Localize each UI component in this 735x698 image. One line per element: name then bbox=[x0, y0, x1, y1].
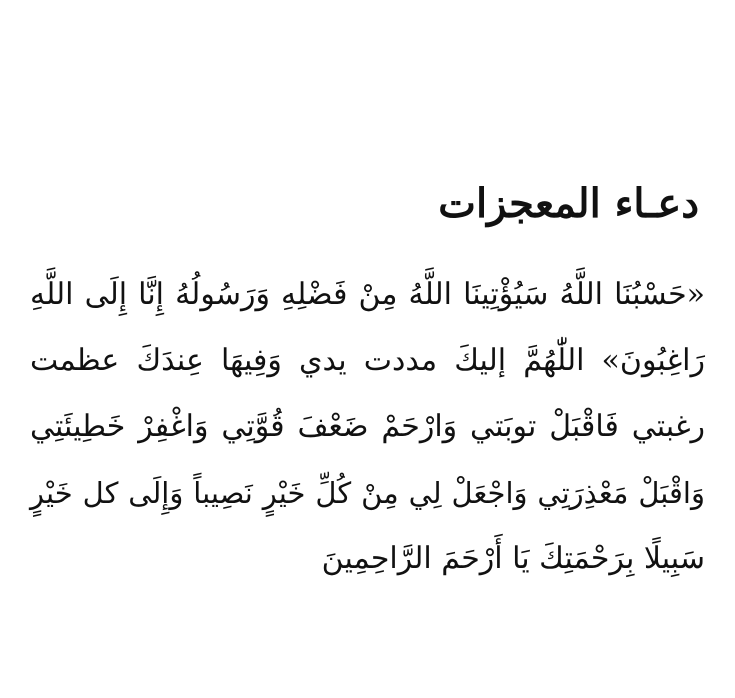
page-title: دعـاء المعجزات bbox=[438, 180, 699, 227]
prayer-line-2: رَاغِبُونَ» اللّٰهُمَّ إليكَ مددت يدي وَفِيهَا عِندَكَ عظمت bbox=[30, 343, 705, 378]
prayer-line-1: «حَسْبُنَا اللَّهُ سَيُؤْتِينَا اللَّهُ مِنْ فَضْلِهِ وَرَسُولُهُ إِنَّا إِلَى اللَّهِ bbox=[30, 277, 705, 312]
prayer-text bbox=[30, 262, 705, 592]
prayer-line-5: سَبِيلًا بِرَحْمَتِكَ يَا أَرْحَمَ الرَّاحِمِينَ bbox=[321, 541, 705, 576]
prayer-line-3: رغبتي فَاقْبَلْ توبَتي وَارْحَمْ ضَعْفَ قُوَّتِي وَاغْفِرْ خَطِيئَتِي bbox=[30, 409, 705, 444]
prayer-line-4: وَاقْبَلْ مَعْذِرَتِي وَاجْعَلْ لِي مِنْ كُلِّ خَيْرٍ نَصِيباً وَإِلَى كل خَيْرٍ bbox=[30, 476, 705, 510]
